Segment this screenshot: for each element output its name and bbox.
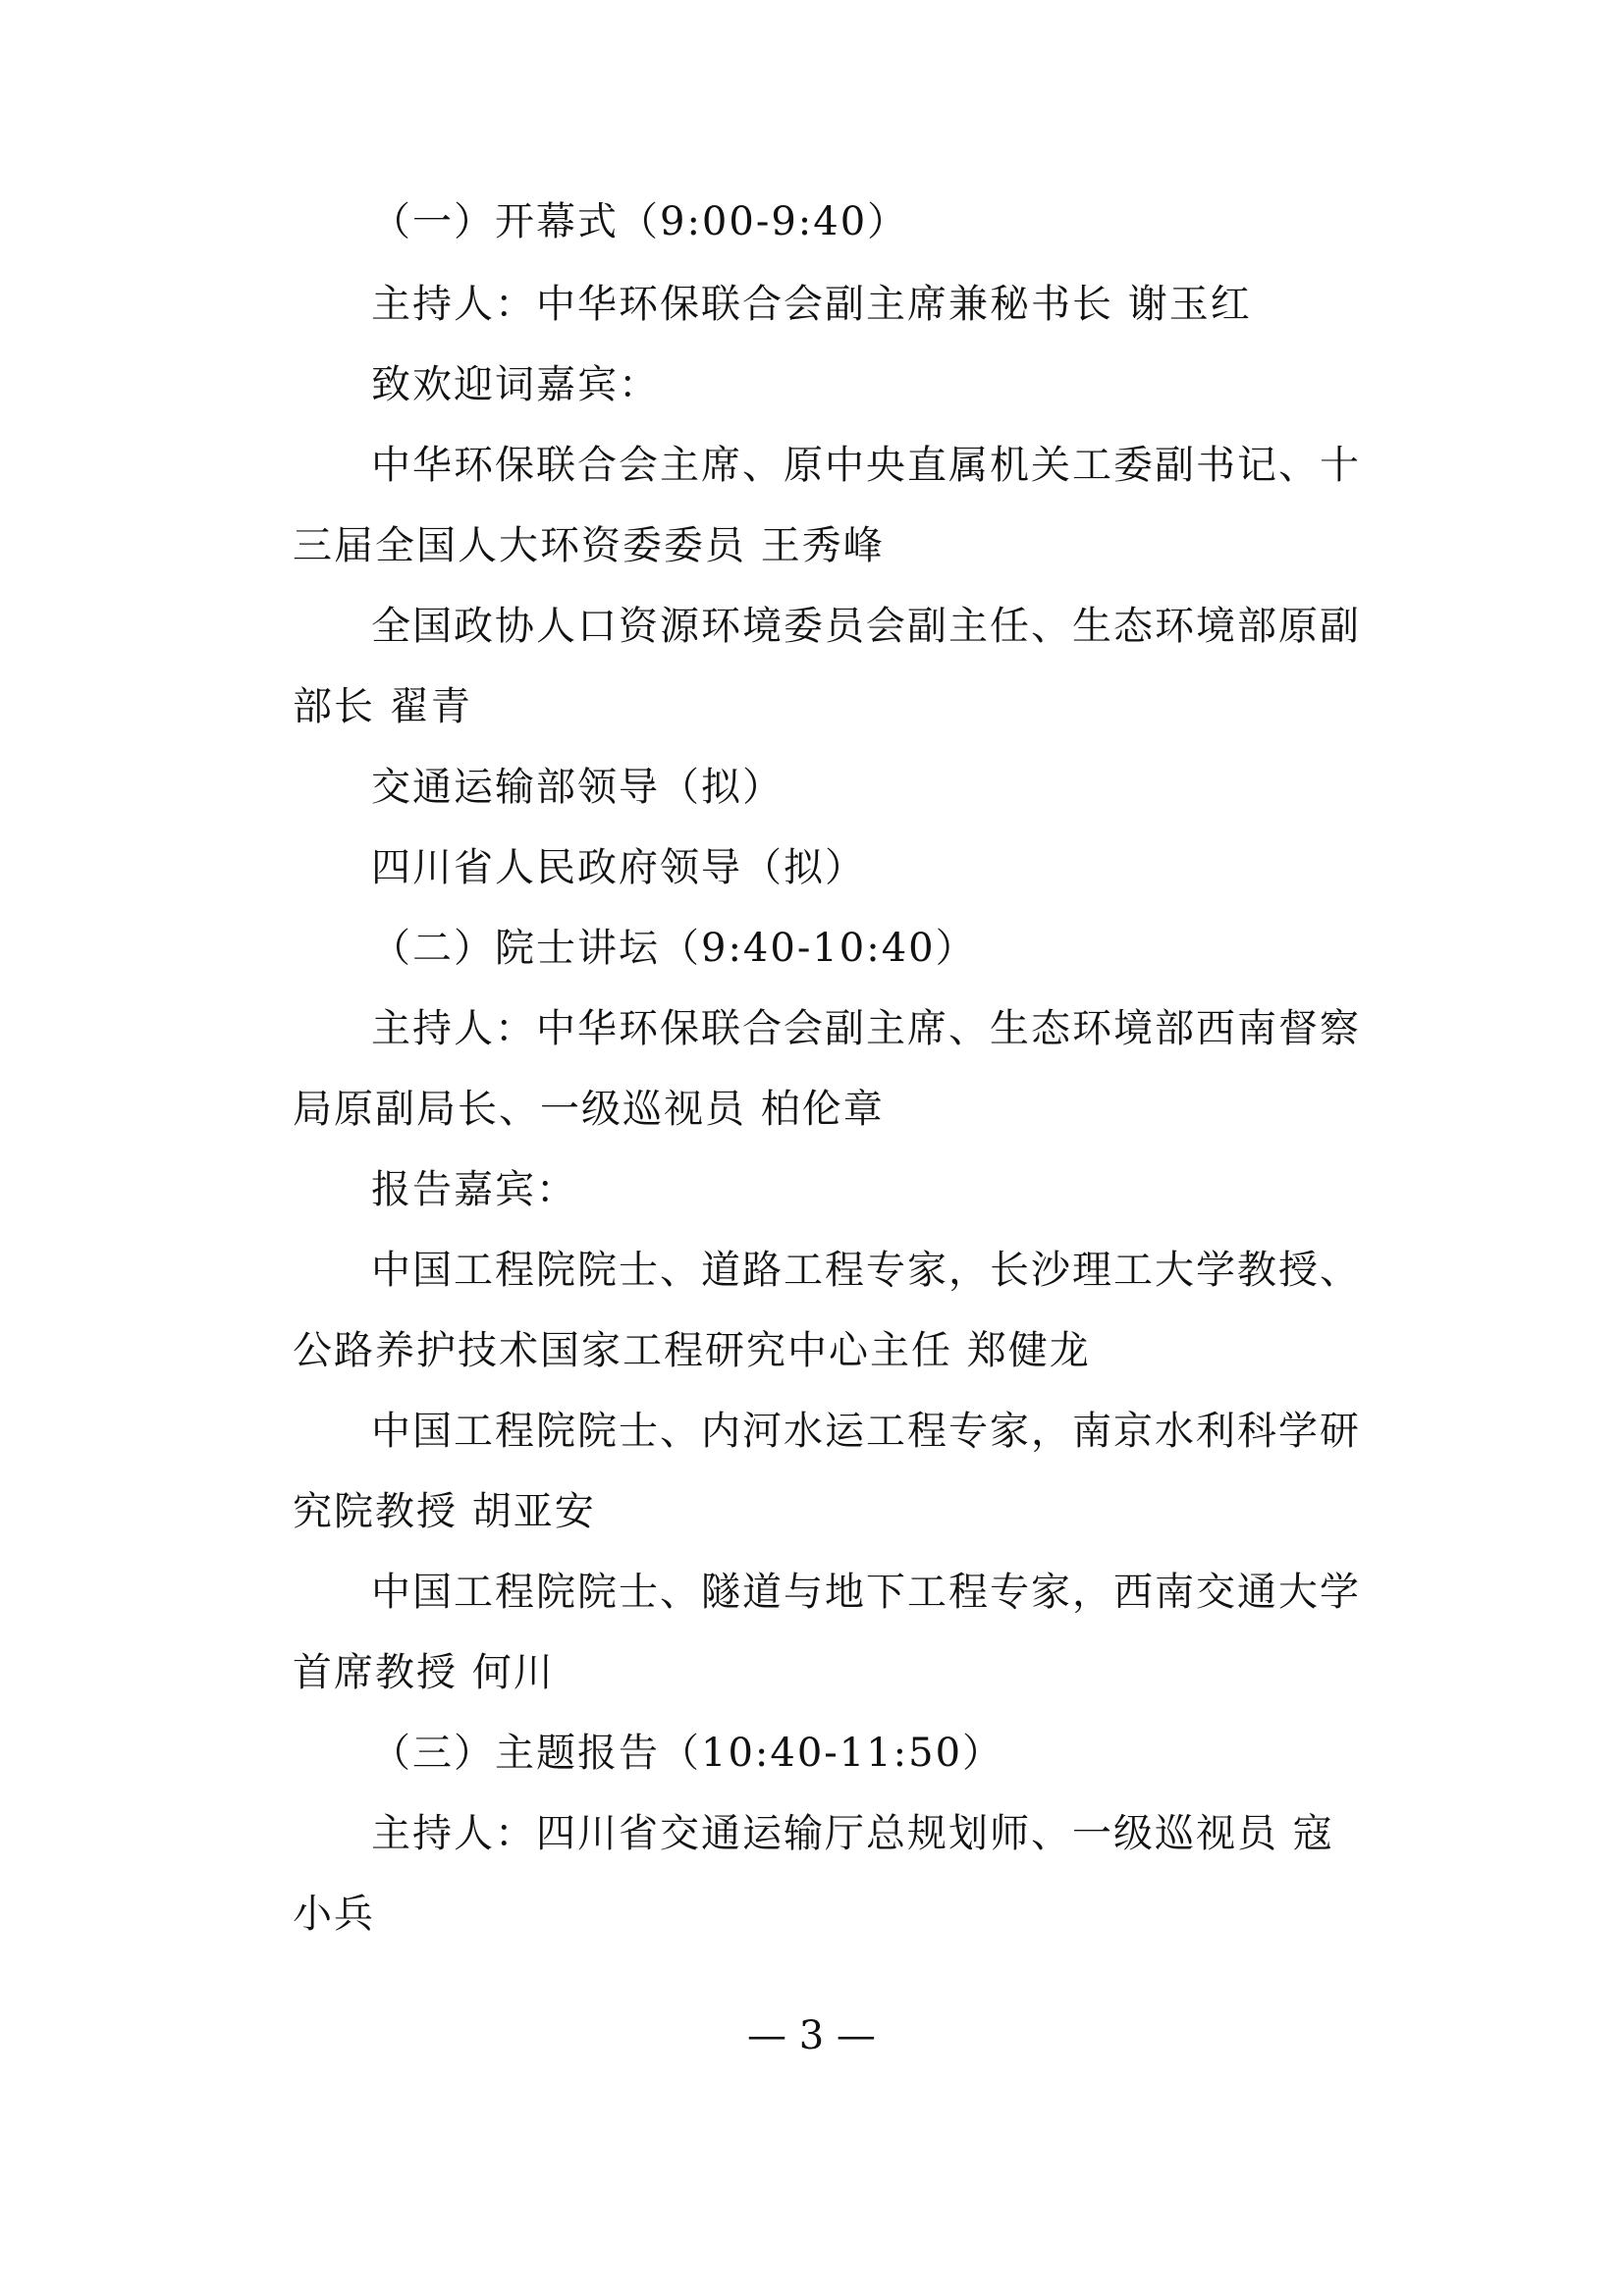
- guest-line: 中华环保联合会主席、原中央直属机关工委副书记、十: [371, 443, 1361, 488]
- host-line-continued: 局原副局长、一级巡视员 柏伦章: [293, 1087, 885, 1132]
- host-line: 主持人：中华环保联合会副主席、生态环境部西南督察: [371, 1006, 1361, 1051]
- guest-line-continued: 究院教授 胡亚安: [293, 1489, 596, 1534]
- guest-line: 中国工程院院士、道路工程专家，长沙理工大学教授、: [371, 1248, 1361, 1293]
- host-line-continued: 小兵: [293, 1892, 375, 1937]
- guest-line: 全国政协人口资源环境委员会副主任、生态环境部原副: [371, 604, 1361, 649]
- page-number: — 3 —: [747, 2013, 876, 2058]
- welcome-guests-label: 致欢迎词嘉宾：: [371, 362, 660, 407]
- host-line: 主持人：四川省交通运输厅总规划师、一级巡视员 寇: [371, 1811, 1334, 1856]
- guest-line: 交通运输部领导（拟）: [371, 765, 784, 810]
- guest-line-continued: 三届全国人大环资委委员 王秀峰: [293, 523, 885, 568]
- guest-line: 中国工程院院士、内河水运工程专家，南京水利科学研: [371, 1409, 1361, 1454]
- guest-line-continued: 首席教授 何川: [293, 1650, 555, 1695]
- guest-line: 中国工程院院士、隧道与地下工程专家，西南交通大学: [371, 1570, 1361, 1615]
- host-line: 主持人：中华环保联合会副主席兼秘书长 谢玉红: [371, 282, 1252, 327]
- section-heading-opening: （一）开幕式（9:00-9:40）: [371, 199, 909, 244]
- guest-line-continued: 公路养护技术国家工程研究中心主任 郑健龙: [293, 1328, 1091, 1373]
- report-guests-label: 报告嘉宾：: [371, 1167, 577, 1212]
- guest-line-continued: 部长 翟青: [293, 684, 472, 729]
- section-heading-academician-forum: （二）院士讲坛（9:40-10:40）: [371, 926, 977, 971]
- guest-line: 四川省人民政府领导（拟）: [371, 845, 866, 890]
- section-heading-keynote: （三）主题报告（10:40-11:50）: [371, 1731, 1004, 1776]
